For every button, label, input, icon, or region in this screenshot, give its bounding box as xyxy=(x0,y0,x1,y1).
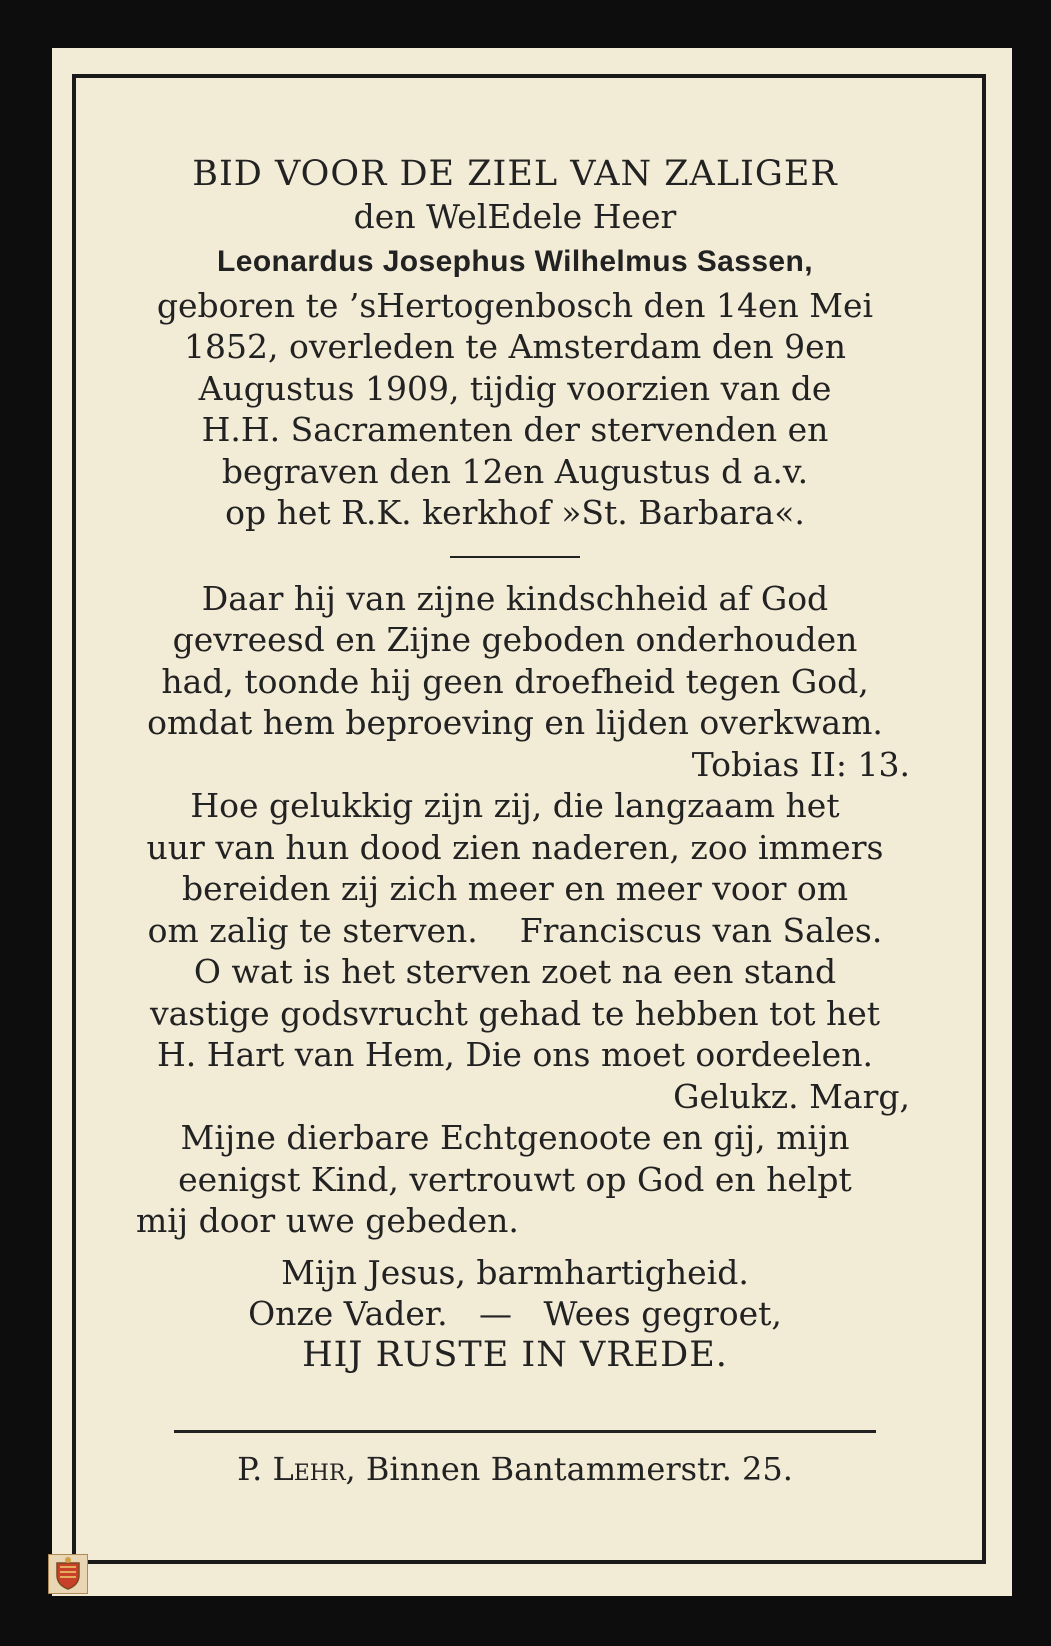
quote-line: O wat is het sterven zoet na een stand xyxy=(193,952,837,991)
prayer-line: Onze Vader. — Wees gegroet, xyxy=(248,1294,782,1333)
heading: BID VOOR DE ZIEL VAN ZALIGER xyxy=(192,154,838,194)
quote-line: Daar hij van zijne kindschheid af God xyxy=(201,578,829,618)
quote-source: Gelukz. Marg, xyxy=(673,1076,910,1116)
closing-line: HIJ RUSTE IN VREDE. xyxy=(302,1334,728,1375)
section-divider xyxy=(450,556,580,558)
quote-line: omdat hem beproeving en lijden overkwam. xyxy=(147,703,883,742)
prayer-line: Mijn Jesus, barmhartigheid. xyxy=(281,1252,749,1292)
quote-source: Tobias II: 13. xyxy=(691,744,910,784)
quote-line: gevreesd en Zijne geboden onderhouden xyxy=(172,620,858,659)
bio-line: 1852, overleden te Amsterdam den 9en xyxy=(184,327,846,366)
printer-address: Binnen Bantammerstr. 25. xyxy=(365,1450,793,1488)
bio-line: begraven den 12en Augustus d a.v. xyxy=(221,451,809,491)
quote-line: uur van hun dood zien naderen, zoo immers xyxy=(146,827,884,867)
farewell-line: Mijne dierbare Echtgenoote en gij, mijn xyxy=(180,1118,850,1157)
quote-line: bereiden zij zich meer en meer voor om xyxy=(181,869,849,908)
farewell-line: mij door uwe gebeden. xyxy=(136,1201,519,1240)
printer-initial: P. xyxy=(237,1450,263,1488)
footer-divider xyxy=(174,1430,876,1433)
quote-line: Hoe gelukkig zijn zij, die langzaam het xyxy=(190,786,840,825)
printer-name: Lehr, xyxy=(272,1450,356,1488)
quote-line: H. Hart van Hem, Die ons moet oordeelen. xyxy=(157,1035,873,1074)
card-text xyxy=(120,150,910,1376)
bio-line: H.H. Sacramenten der stervenden en xyxy=(201,410,829,449)
honorific: den WelEdele Heer xyxy=(353,196,677,236)
bio-line: geboren te ’sHertogenbosch den 14en Mei xyxy=(156,285,874,325)
deceased-name: Leonardus Josephus Wilhelmus Sassen, xyxy=(217,245,813,278)
bio-line: op het R.K. kerkhof »St. Barbara«. xyxy=(225,493,805,532)
quote-line: om zalig te sterven. Franciscus van Sales. xyxy=(147,910,883,950)
coat-of-arms-icon xyxy=(48,1554,88,1594)
bio-line: Augustus 1909, tijdig voorzien van de xyxy=(198,368,832,408)
quote-line: vastige godsvrucht gehad te hebben tot het xyxy=(149,993,881,1033)
printer-credit xyxy=(120,1450,910,1488)
farewell-line: eenigst Kind, vertrouwt op God en helpt xyxy=(178,1159,852,1199)
quote-line: had, toonde hij geen droefheid tegen God, xyxy=(161,661,869,701)
